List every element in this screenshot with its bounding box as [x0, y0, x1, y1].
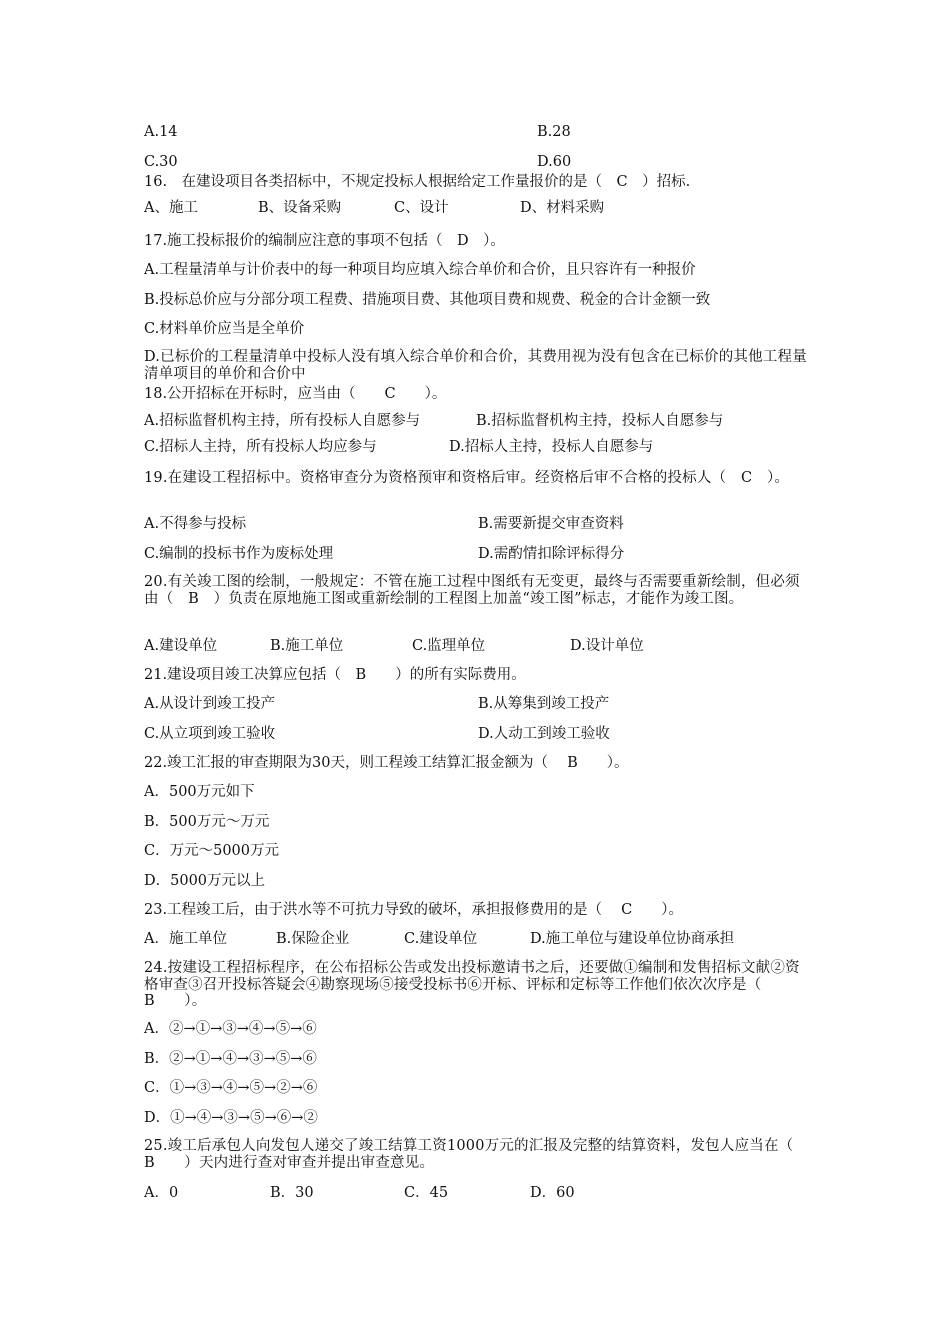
q18-option-b: B.招标监督机构主持，投标人自愿参与: [476, 413, 724, 429]
q16-option-c: C、设计: [394, 200, 449, 216]
q23-option-d: D.施工单位与建设单位协商承担: [530, 931, 735, 947]
q22-option-c: C．万元～5000万元: [144, 843, 279, 859]
q20-stem: 20.有关竣工图的绘制，一般规定：不管在施工过程中图纸有无变更，最终与否需要重新绘制，但必须由（ B ）负责在原地施工图或重新绘制的工程图上加盖“竣工图”标志，才能作为竣工图。: [144, 574, 800, 607]
q20-option-c: C.监理单位: [412, 638, 486, 654]
q24-option-a: A．②→①→③→④→⑤→⑥: [144, 1021, 317, 1037]
q23-stem: 23.工程竣工后，由于洪水等不可抗力导致的破坏，承担报修费用的是（ C ）。: [144, 902, 684, 918]
q20-option-a: A.建设单位: [144, 638, 218, 654]
q21-stem: 21.建设项目竣工决算应包括（ B ）的所有实际费用。: [144, 667, 526, 683]
q21-option-a: A.从设计到竣工投产: [144, 696, 276, 712]
q24-option-b: B．②→①→④→③→⑤→⑥: [144, 1051, 317, 1067]
q22-stem: 22.竣工汇报的审查期限为30天，则工程竣工结算汇报金额为（ B ）。: [144, 755, 629, 771]
q25-stem: 25.竣工后承包人向发包人递交了竣工结算工资1000万元的汇报及完整的结算资料，发包人应当在（ B ）天内进行查对审查并提出审查意见。: [144, 1138, 809, 1171]
q22-option-a: A．500万元如下: [144, 784, 255, 800]
q24-option-c: C．①→③→④→⑤→②→⑥: [144, 1080, 318, 1096]
q18-option-d: D.招标人主持，投标人自愿参与: [449, 439, 654, 455]
q17-option-a: A.工程量清单与计价表中的每一种项目均应填入综合单价和合价，且只容许有一种报价: [144, 262, 696, 278]
q25-option-a: A．0: [144, 1185, 179, 1201]
q21-option-c: C.从立项到竣工验收: [144, 726, 276, 742]
q17-option-d: D.已标价的工程量清单中投标人没有填入综合单价和合价，其费用视为没有包含在已标价的其他工程量清单项目的单价和合价中: [144, 349, 807, 382]
q15-option-b: B.28: [537, 124, 571, 140]
q25-option-c: C．45: [404, 1185, 449, 1201]
q16-option-d: D、材料采购: [520, 200, 605, 216]
q23-option-b: B.保险企业: [276, 931, 350, 947]
q19-option-b: B.需要新提交审查资料: [478, 516, 624, 532]
q23-option-a: A．施工单位: [144, 931, 227, 947]
q18-option-a: A.招标监督机构主持，所有投标人自愿参与: [144, 413, 421, 429]
q24-option-d: D．①→④→③→⑤→⑥→②: [144, 1110, 318, 1126]
q20-option-d: D.设计单位: [570, 638, 644, 654]
q15-option-c: C.30: [144, 154, 178, 170]
q16-option-b: B、设备采购: [258, 200, 342, 216]
q19-option-a: A.不得参与投标: [144, 516, 247, 532]
q22-option-d: D．5000万元以上: [144, 873, 266, 889]
q17-option-b: B.投标总价应与分部分项工程费、措施项目费、其他项目费和规费、税金的合计金额一致: [144, 292, 711, 308]
q18-stem: 18.公开招标在开标时，应当由（ C ）。: [144, 386, 447, 402]
q16-stem: 16. 在建设项目各类招标中，不规定投标人根据给定工作量报价的是（ C ）招标.: [144, 174, 691, 190]
q19-stem: 19.在建设工程招标中。资格审查分为资格预审和资格后审。经资格后审不合格的投标人（ C ）。: [144, 470, 790, 486]
q19-option-c: C.编制的投标书作为废标处理: [144, 546, 334, 562]
q20-option-b: B.施工单位: [270, 638, 344, 654]
q23-option-c: C.建设单位: [404, 931, 478, 947]
q24-stem: 24.按建设工程招标程序，在公布招标公告或发出投标邀请书之后，还要做①编制和发售招标文献②资格审查③召开投标答疑会④勘察现场⑤接受投标书⑥开标、评标和定标等工作他们依次次序是（ B ）。: [144, 960, 800, 1009]
q21-option-b: B.从筹集到竣工投产: [478, 696, 610, 712]
q17-stem: 17.施工投标报价的编制应注意的事项不包括（ D ）。: [144, 233, 505, 249]
q15-option-d: D.60: [537, 154, 572, 170]
q21-option-d: D.人动工到竣工验收: [478, 726, 610, 742]
q16-option-a: A、施工: [144, 200, 198, 216]
q15-option-a: A.14: [144, 124, 178, 140]
q25-option-b: B．30: [270, 1185, 314, 1201]
q18-option-c: C.招标人主持，所有投标人均应参与: [144, 439, 377, 455]
q17-option-c: C.材料单价应当是全单价: [144, 321, 305, 337]
q22-option-b: B．500万元～万元: [144, 814, 270, 830]
q19-option-d: D.需酌情扣除评标得分: [478, 546, 625, 562]
q25-option-d: D．60: [530, 1185, 575, 1201]
